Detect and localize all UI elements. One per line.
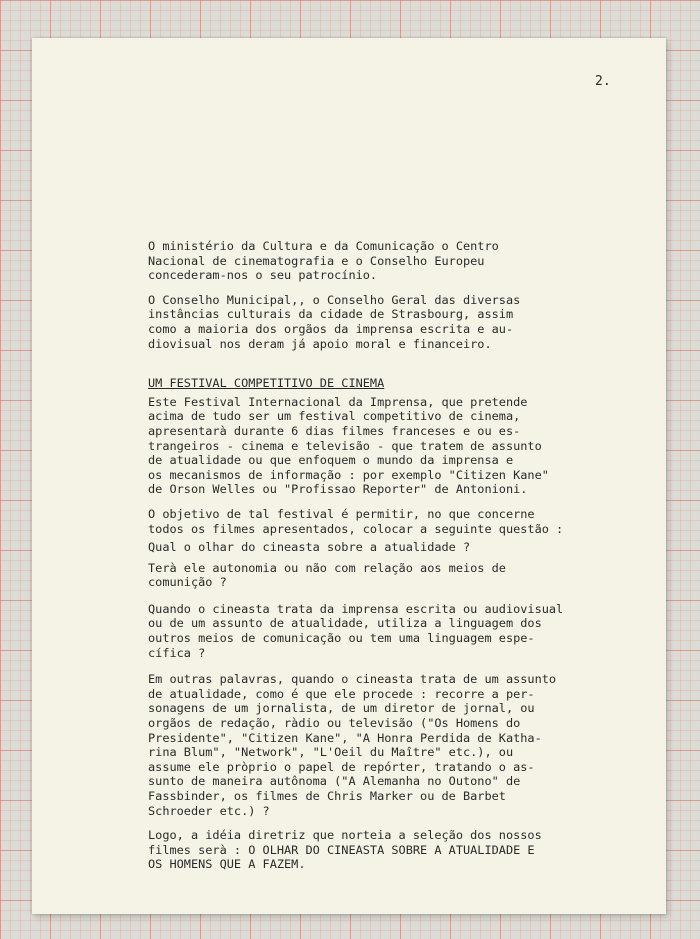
text-line: cífica ? (148, 645, 206, 660)
text-line: O ministério da Cultura e da Comunicação o Centro (148, 239, 499, 253)
text-line: orgãos de redação, ràdio ou televisão ("Os Homens do (148, 716, 521, 731)
text-line: Em outras palavras, quando o cineasta trata de um assunto (148, 672, 557, 687)
text-line: filmes serà : O OLHAR DO CINEASTA SOBRE A ATUALIDADE E (148, 842, 535, 857)
text-line: diovisual nos deram já apoio moral e financeiro. (148, 336, 492, 351)
text-line: sunto de maneira autônoma ("A Alemanha no Outono" de (148, 774, 521, 789)
text-line: de atualidade ou que enfoquem o mundo da imprensa e (148, 453, 514, 468)
text-line: trangeiros - cinema e televisão - que tratem de assunto (148, 438, 542, 453)
page-number: 2. (595, 74, 611, 89)
paragraph-sponsors (148, 239, 628, 283)
text-line: Nacional de cinematografia e o Conselho Europeu (148, 253, 485, 268)
text-line: os mecanismos de informação : por exemplo "Citizen Kane" (148, 467, 549, 482)
text-line: Terà ele autonomia ou não com relação aos meios de (148, 560, 506, 575)
typed-page (32, 38, 666, 914)
text-line: acima de tudo ser um festival competitivo de cinema, (148, 409, 521, 424)
text-line: rina Blum", "Network", "L'Oeil du Maître" etc.), ou (148, 745, 514, 760)
text-line: sonagens de um jornalista, de um diretor de jornal, ou (148, 701, 535, 716)
text-line: O Conselho Municipal,, o Conselho Geral das diversas (148, 292, 521, 307)
text-line: Quando o cineasta trata da imprensa escrita ou audiovisual (148, 601, 564, 616)
text-line: outros meios de comunicação ou tem uma linguagem espe- (148, 631, 535, 646)
text-line: Fassbinder, os filmes de Chris Marker ou de Barbet (148, 789, 506, 803)
paragraph-objective (148, 507, 628, 536)
page-body (148, 239, 628, 872)
text-line: como a maioria dos orgãos da imprensa escrita e au- (148, 321, 514, 336)
text-line: Logo, a idéia diretriz que norteia a seleção dos nossos (148, 828, 542, 843)
section-heading: UM FESTIVAL COMPETITIVO DE CINEMA (148, 376, 385, 391)
text-line: O objetivo de tal festival é permitir, no que concerne (148, 506, 535, 521)
text-line: Presidente", "Citizen Kane", "A Honra Perdida de Katha- (148, 730, 542, 745)
paragraph-question-1 (148, 540, 628, 555)
text-line: Schroeder etc.) ? (148, 803, 270, 818)
paragraph-support (148, 293, 628, 351)
paragraph-language (148, 602, 628, 660)
text-line: OS HOMENS QUE A FAZEM. (148, 857, 306, 872)
text-line: assume ele pròprio o papel de repórter, tratando o as- (148, 759, 535, 774)
text-line: instâncias culturais da cidade de Strasbourg, assim (148, 307, 514, 322)
paragraph-question-2 (148, 561, 628, 590)
paragraph-in-other-words (148, 672, 628, 818)
text-line: de atualidade, como é que ele procede : recorre a per- (148, 686, 535, 701)
text-line: concederam-nos o seu patrocínio. (148, 268, 378, 283)
text-line: comunição ? (148, 575, 227, 590)
text-line: de Orson Welles ou "Profissao Reporter" de Antonioni. (148, 482, 528, 497)
paragraph-festival-intro (148, 395, 628, 497)
text-line: apresentarà durante 6 dias filmes franceses e ou es- (148, 423, 521, 438)
text-line: todos os filmes apresentados, colocar a seguinte questão : (148, 521, 564, 536)
text-line: ou de um assunto de atualidade, utiliza a linguagem dos (148, 616, 542, 631)
text-line: Este Festival Internacional da Imprensa, que pretende (148, 394, 528, 409)
text-line: Qual o olhar do cineasta sobre a atualidade ? (148, 540, 471, 555)
paragraph-guiding-idea (148, 828, 628, 872)
